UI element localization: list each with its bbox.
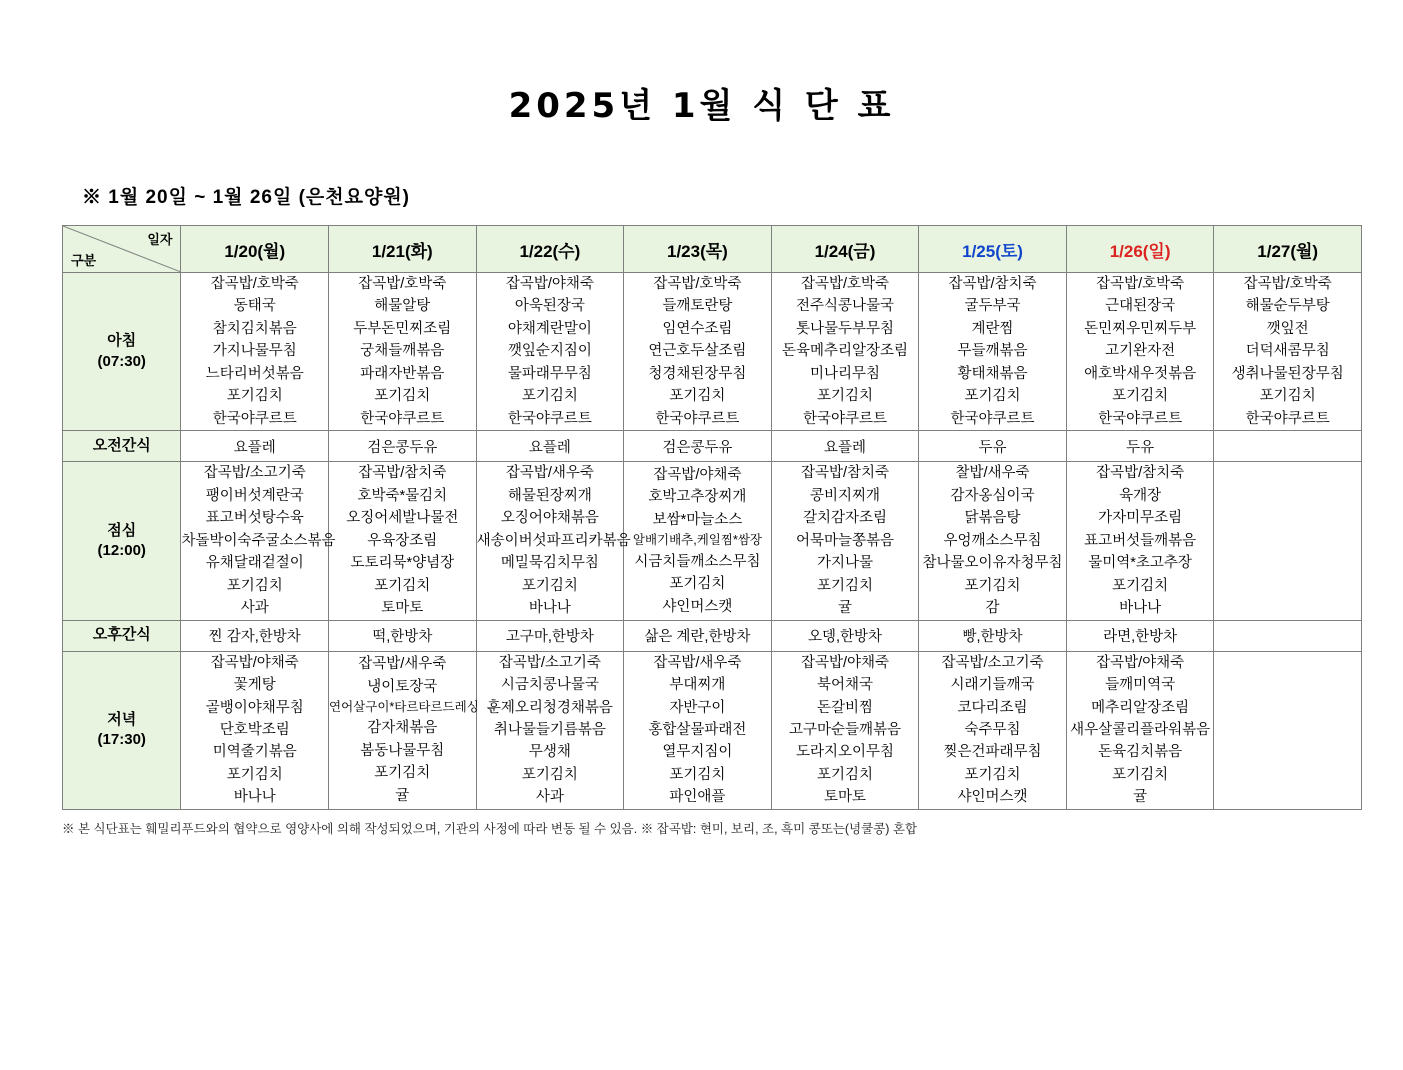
menu-item: 골뱅이야채무침 — [205, 699, 304, 716]
menu-item: 열무지짐이 — [662, 744, 733, 761]
menu-item: 두부돈민찌조림 — [353, 320, 452, 337]
menu-item: 포기김치 — [374, 577, 431, 594]
menu-item: 해물된장찌개 — [507, 487, 592, 504]
menu-item: 포기김치 — [521, 388, 578, 405]
menu-item: 잡곡밥/호박죽 — [800, 276, 890, 292]
menu-item: 포기김치 — [669, 576, 726, 593]
menu-item: 알배기배추,케일찜*쌈장 — [632, 533, 762, 548]
menu-item: 잡곡밥/참치죽 — [948, 276, 1037, 292]
menu-item: 오징어세발나물전 — [346, 510, 459, 527]
cell-morning-snack-3: 검은콩두유 — [624, 431, 772, 462]
menu-item: 냉이토장국 — [367, 678, 438, 695]
cell-breakfast-6 — [1066, 273, 1214, 431]
menu-item: 고구마순들깨볶음 — [788, 721, 902, 738]
menu-item: 무생채 — [528, 744, 571, 761]
menu-item: 포기김치 — [374, 765, 431, 782]
cell-lunch-6 — [1066, 462, 1214, 620]
menu-item: 잡곡밥/호박죽 — [210, 276, 299, 292]
footnote: ※ 본 식단표는 훼밀리푸드와의 협약으로 영양사에 의해 작성되었으며, 기관의 사정에 따라 변동 될 수 있음. ※ 잡곡밥: 현미, 보리, 조, 흑미 콩또는(녕쿨콩) 혼합 — [62, 821, 918, 836]
cell-dinner-4 — [771, 651, 919, 809]
cell-breakfast-2 — [476, 273, 624, 431]
menu-item: 잡곡밥/소고기죽 — [498, 654, 601, 671]
page-title: 2025년 1월 식 단 표 — [508, 86, 895, 126]
menu-item: 포기김치 — [964, 766, 1021, 783]
menu-item: 느타리버섯볶음 — [205, 365, 304, 382]
row-label-lunch-time: (12:00) — [97, 541, 146, 559]
menu-item: 잡곡밥/야채죽 — [210, 654, 299, 671]
cell-morning-snack-7 — [1214, 431, 1362, 462]
cell-lunch-1 — [329, 462, 477, 620]
day-header-7: 1/27(월) — [1214, 226, 1362, 273]
menu-item: 자반구이 — [669, 699, 726, 716]
menu-item: 돈갈비찜 — [816, 699, 873, 716]
cell-morning-snack-1: 검은콩두유 — [329, 431, 477, 462]
cell-afternoon-snack-6: 라면,한방차 — [1066, 620, 1214, 651]
menu-item: 메추리알장조림 — [1091, 699, 1190, 716]
cell-breakfast-4 — [771, 273, 919, 431]
menu-table — [62, 225, 1362, 810]
menu-item: 동태국 — [233, 298, 276, 315]
menu-item: 궁채들깨볶음 — [360, 343, 445, 360]
morning-snack-row — [63, 431, 1362, 462]
menu-item: 표고버섯들깨볶음 — [1084, 532, 1197, 549]
menu-item: 포기김치 — [669, 766, 726, 783]
cell-lunch-0 — [181, 462, 336, 620]
menu-item: 부대찌개 — [669, 677, 726, 694]
day-header-5: 1/25(토) — [919, 226, 1067, 273]
menu-item: 계란찜 — [971, 320, 1014, 337]
menu-item: 호박고추장찌개 — [648, 489, 747, 506]
corner-date-label: 일자 — [147, 232, 173, 247]
day-header-6: 1/26(일) — [1066, 226, 1214, 273]
menu-item: 사과 — [240, 600, 269, 617]
menu-item: 들깨토란탕 — [662, 298, 733, 315]
menu-item: 한국야쿠르트 — [1245, 410, 1330, 427]
row-label-breakfast-text: 아침 — [107, 332, 137, 350]
menu-item: 홍합살물파래전 — [648, 721, 747, 738]
menu-item: 포기김치 — [1112, 577, 1169, 594]
cell-afternoon-snack-0: 찐 감자,한방차 — [181, 620, 329, 651]
dinner-row — [63, 651, 1362, 809]
day-header-2: 1/22(수) — [476, 226, 624, 273]
date-range-subtitle: ※ 1월 20일 ~ 1월 26일 (은천요양원) — [82, 187, 411, 208]
menu-item: 토마토 — [381, 600, 424, 617]
menu-item: 들깨미역국 — [1105, 677, 1176, 694]
menu-item: 팽이버섯계란국 — [205, 487, 304, 504]
menu-item: 봄동나물무침 — [360, 742, 445, 759]
menu-item: 시금치콩나물국 — [500, 677, 599, 694]
menu-item: 닭볶음탕 — [964, 510, 1021, 527]
menu-item: 코다리조림 — [957, 699, 1028, 716]
menu-item: 포기김치 — [816, 577, 873, 594]
cell-afternoon-snack-2: 고구마,한방차 — [476, 620, 624, 651]
menu-item: 감자옹심이국 — [950, 487, 1035, 504]
menu-item: 유채달래겉절이 — [205, 555, 304, 572]
row-label-lunch — [63, 462, 181, 620]
menu-item: 새우살콜리플라워볶음 — [1070, 721, 1211, 738]
cell-lunch-2 — [476, 462, 631, 620]
menu-item: 돈민찌우민찌두부 — [1084, 320, 1197, 337]
menu-item: 생취나물된장무침 — [1231, 365, 1344, 382]
menu-item: 사과 — [535, 789, 564, 806]
day-header-4: 1/24(금) — [771, 226, 919, 273]
menu-item: 샤인머스캣 — [957, 789, 1028, 806]
menu-item: 한국야쿠르트 — [950, 410, 1035, 427]
menu-item: 참치김치볶음 — [212, 320, 297, 337]
menu-item: 황태채볶음 — [957, 365, 1028, 382]
menu-item: 한국야쿠르트 — [1098, 410, 1183, 427]
menu-item: 근대된장국 — [1105, 298, 1176, 315]
menu-item: 북어채국 — [816, 677, 873, 694]
cell-lunch-7 — [1214, 462, 1362, 620]
menu-item: 포기김치 — [226, 388, 283, 405]
menu-item: 가지나물무침 — [212, 343, 297, 360]
menu-item: 애호박새우젓볶음 — [1084, 365, 1197, 382]
menu-item: 콩비지찌개 — [809, 487, 880, 504]
menu-item: 잡곡밥/야채죽 — [505, 276, 594, 292]
menu-item: 포기김치 — [1259, 388, 1316, 405]
menu-item: 가자미무조림 — [1098, 510, 1183, 527]
menu-item: 포기김치 — [521, 766, 578, 783]
row-label-dinner-time: (17:30) — [97, 731, 146, 749]
menu-item: 한국야쿠르트 — [360, 410, 445, 427]
menu-item: 깻잎순지짐이 — [507, 343, 592, 360]
menu-item: 귤 — [837, 600, 852, 617]
menu-item: 꽃게탕 — [233, 677, 276, 694]
menu-item: 보쌈*마늘소스 — [652, 511, 743, 528]
menu-item: 잡곡밥/새우죽 — [653, 654, 742, 671]
menu-item: 해물알탕 — [374, 298, 431, 315]
menu-item: 찰밥/새우죽 — [955, 465, 1030, 482]
cell-morning-snack-0: 요플레 — [181, 431, 329, 462]
menu-item: 연근호두살조림 — [648, 343, 747, 360]
menu-item: 잡곡밥/야채죽 — [1096, 654, 1185, 671]
row-label-breakfast-time: (07:30) — [97, 352, 146, 370]
menu-item: 잡곡밥/호박죽 — [358, 276, 447, 292]
menu-item: 미역줄기볶음 — [212, 744, 297, 761]
menu-item: 포기김치 — [964, 577, 1021, 594]
breakfast-row — [63, 273, 1362, 431]
cell-morning-snack-6: 두유 — [1066, 431, 1214, 462]
corner-header — [63, 226, 181, 273]
lunch-row — [63, 462, 1362, 620]
menu-item: 깻잎전 — [1266, 320, 1309, 337]
day-header-1: 1/21(화) — [329, 226, 477, 273]
menu-item: 도토리묵*양념장 — [350, 555, 455, 572]
menu-item: 물파래무무침 — [507, 365, 592, 382]
menu-item: 잡곡밥/호박죽 — [1243, 276, 1332, 292]
menu-item: 도라지오이무침 — [795, 744, 895, 761]
menu-item: 갈치감자조림 — [802, 510, 887, 527]
menu-item: 한국야쿠르트 — [507, 410, 592, 427]
menu-item: 어묵마늘쫑볶음 — [795, 532, 895, 549]
cell-lunch-5 — [919, 462, 1067, 620]
cell-dinner-5 — [919, 651, 1067, 809]
cell-breakfast-0 — [181, 273, 329, 431]
menu-item: 포기김치 — [1112, 766, 1169, 783]
menu-item: 바나나 — [1119, 600, 1162, 617]
menu-item: 잡곡밥/참치죽 — [358, 465, 447, 482]
menu-item: 단호박조림 — [219, 721, 290, 738]
menu-item: 잡곡밥/야채죽 — [653, 466, 742, 483]
cell-morning-snack-5: 두유 — [919, 431, 1067, 462]
menu-item: 포기김치 — [816, 766, 873, 783]
table-header-row — [63, 226, 1362, 273]
menu-item: 육개장 — [1119, 487, 1162, 504]
menu-item: 감자채볶음 — [367, 720, 438, 737]
cell-dinner-1 — [329, 651, 477, 809]
menu-item: 더덕새콤무침 — [1245, 343, 1330, 360]
row-label-dinner-text: 저녁 — [107, 710, 137, 728]
menu-item: 가지나물 — [816, 555, 873, 572]
row-label-afternoon-snack: 오후간식 — [63, 620, 181, 651]
menu-item: 아욱된장국 — [514, 298, 585, 315]
menu-item: 전주식콩나물국 — [795, 298, 895, 315]
menu-item: 잡곡밥/소고기죽 — [203, 465, 306, 482]
corner-type-label: 구분 — [71, 253, 97, 268]
day-header-0: 1/20(월) — [181, 226, 329, 273]
menu-item: 포기김치 — [226, 577, 283, 594]
menu-item: 파래자반볶음 — [360, 365, 445, 382]
cell-afternoon-snack-1: 떡,한방차 — [329, 620, 477, 651]
menu-item: 한국야쿠르트 — [655, 410, 740, 427]
menu-item: 바나나 — [528, 600, 571, 617]
menu-document — [0, 78, 1403, 1070]
menu-item: 파인애플 — [669, 789, 726, 806]
cell-dinner-0 — [181, 651, 329, 809]
afternoon-snack-row — [63, 620, 1362, 651]
cell-breakfast-5 — [919, 273, 1067, 431]
menu-item: 잡곡밥/호박죽 — [1096, 276, 1185, 292]
menu-item: 한국야쿠르트 — [802, 410, 887, 427]
menu-item: 임연수조림 — [662, 320, 733, 337]
menu-item: 물미역*초고추장 — [1088, 555, 1192, 572]
menu-item: 돈육메추리알장조림 — [781, 343, 909, 360]
menu-item: 미나리무침 — [809, 365, 880, 382]
cell-afternoon-snack-3: 삶은 계란,한방차 — [624, 620, 772, 651]
menu-item: 톳나물두부무침 — [795, 320, 895, 337]
menu-item: 연어살구이*타르타르드레싱 — [329, 700, 479, 715]
menu-item: 잡곡밥/참치죽 — [800, 465, 890, 482]
menu-item: 해물순두부탕 — [1245, 298, 1330, 315]
cell-breakfast-7 — [1214, 273, 1362, 431]
row-label-dinner — [63, 651, 181, 809]
menu-item: 잡곡밥/새우죽 — [358, 656, 447, 673]
cell-dinner-7 — [1214, 651, 1362, 809]
menu-item: 우엉깨소스무침 — [943, 532, 1042, 549]
menu-item: 새송이버섯파프리카볶음 — [476, 532, 631, 549]
menu-item: 숙주무침 — [964, 721, 1021, 738]
menu-item: 귤 — [395, 787, 410, 804]
menu-item: 굴두부국 — [964, 298, 1021, 315]
menu-item: 포기김치 — [669, 388, 726, 405]
menu-item: 참나물오이유자청무침 — [922, 555, 1063, 572]
cell-dinner-2 — [476, 651, 624, 809]
menu-item: 잡곡밥/호박죽 — [653, 276, 742, 292]
menu-item: 메밀묵김치무침 — [500, 555, 599, 572]
menu-item: 훈제오리청경채볶음 — [486, 699, 613, 716]
menu-item: 고기완자전 — [1105, 343, 1176, 360]
cell-breakfast-1 — [329, 273, 477, 431]
menu-item: 차돌박이숙주굴소스볶음 — [181, 532, 336, 549]
cell-lunch-4 — [771, 462, 919, 620]
menu-item: 잡곡밥/소고기죽 — [941, 654, 1044, 671]
cell-lunch-3 — [624, 462, 772, 620]
day-header-3: 1/23(목) — [624, 226, 772, 273]
menu-item: 잡곡밥/야채죽 — [800, 654, 890, 671]
menu-item: 포기김치 — [816, 388, 873, 405]
row-label-breakfast — [63, 273, 181, 431]
menu-item: 야채계란말이 — [507, 320, 592, 337]
row-label-morning-snack: 오전간식 — [63, 431, 181, 462]
cell-afternoon-snack-5: 빵,한방차 — [919, 620, 1067, 651]
menu-item: 잡곡밥/새우죽 — [505, 465, 594, 482]
menu-item: 포기김치 — [521, 577, 578, 594]
menu-item: 청경채된장무침 — [648, 365, 747, 382]
menu-item: 귤 — [1133, 789, 1148, 806]
menu-item: 포기김치 — [226, 766, 283, 783]
menu-item: 포기김치 — [374, 388, 431, 405]
menu-item: 토마토 — [823, 789, 866, 806]
menu-item: 감 — [985, 600, 1000, 617]
menu-item: 무들깨볶음 — [957, 343, 1028, 360]
cell-breakfast-3 — [624, 273, 772, 431]
row-label-lunch-text: 점심 — [107, 521, 137, 539]
menu-item: 한국야쿠르트 — [212, 410, 297, 427]
menu-item: 포기김치 — [1112, 388, 1169, 405]
cell-morning-snack-2: 요플레 — [476, 431, 624, 462]
menu-item: 취나물들기름볶음 — [493, 721, 606, 738]
cell-afternoon-snack-4: 오뎅,한방차 — [771, 620, 919, 651]
menu-item: 오징어야채볶음 — [500, 510, 599, 527]
menu-item: 시래기들깨국 — [950, 677, 1035, 694]
cell-dinner-6 — [1066, 651, 1214, 809]
menu-item: 포기김치 — [964, 388, 1021, 405]
menu-item: 호박죽*물김치 — [357, 487, 448, 504]
menu-item: 우육장조림 — [367, 532, 438, 549]
menu-item: 찢은건파래무침 — [943, 744, 1042, 761]
menu-item: 바나나 — [233, 789, 276, 806]
menu-item: 돈육김치볶음 — [1098, 744, 1183, 761]
menu-item: 표고버섯탕수육 — [205, 510, 304, 527]
cell-dinner-3 — [624, 651, 772, 809]
cell-morning-snack-4: 요플레 — [771, 431, 919, 462]
menu-item: 샤인머스캣 — [662, 598, 733, 615]
menu-item: 잡곡밥/참치죽 — [1096, 465, 1185, 482]
menu-item: 시금치들깨소스무침 — [634, 553, 761, 570]
cell-afternoon-snack-7 — [1214, 620, 1362, 651]
